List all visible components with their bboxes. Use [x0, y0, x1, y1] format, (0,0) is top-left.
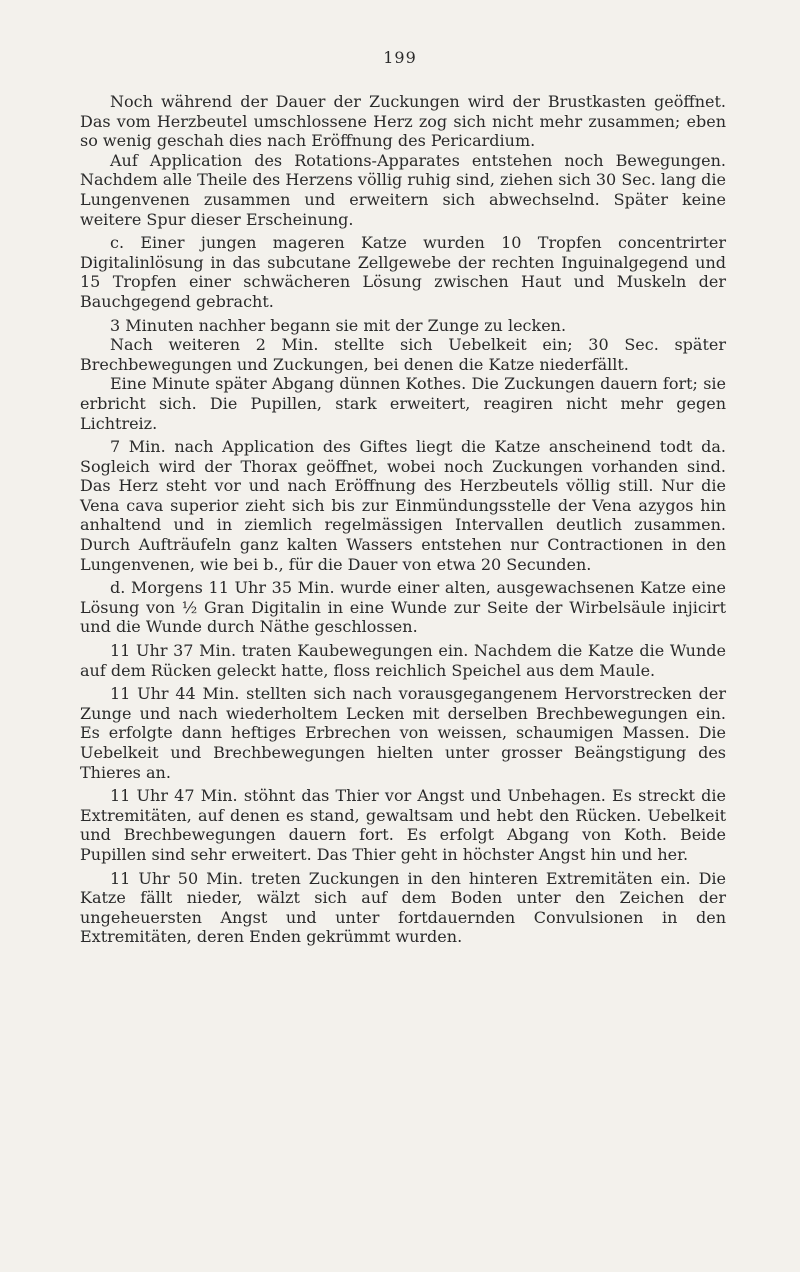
paragraph: Noch während der Dauer der Zuckungen wird der Brustkasten geöffnet. Das vom Herzbeutel umschlossene Herz zog sich nicht mehr zusammen; eben so wenig geschah dies nach Eröffnung des Pericardium.	[80, 92, 726, 151]
body-text	[80, 92, 726, 947]
paragraph: 11 Uhr 44 Min. stellten sich nach vorausgegangenem Hervorstrecken der Zunge und nach wiederholtem Lecken mit derselben Brechbewegungen ein. Es erfolgte dann heftiges Erbrechen von weissen, schaumigen Massen. Die Uebelkeit und Brechbewegungen hielten unter grosser Beängstigung des Thieres an.	[80, 684, 726, 782]
paragraph: 3 Minuten nachher begann sie mit der Zunge zu lecken.	[110, 315, 567, 335]
paragraph: Nach weiteren 2 Min. stellte sich Uebelkeit ein; 30 Sec. später Brechbewegungen und Zuckungen, bei denen die Katze niederfällt.	[80, 335, 726, 374]
paragraph: 11 Uhr 47 Min. stöhnt das Thier vor Angst und Unbehagen. Es streckt die Extremitäten, auf denen es stand, gewaltsam und hebt den Rücken. Uebelkeit und Brechbewegungen dauern fort. Es erfolgt Abgang von Koth. Beide Pupillen sind sehr erweitert. Das Thier geht in höchster Angst hin und her.	[80, 786, 726, 864]
paragraph: 11 Uhr 37 Min. traten Kaubewegungen ein. Nachdem die Katze die Wunde auf dem Rücken geleckt hatte, floss reichlich Speichel aus dem Maule.	[80, 641, 726, 680]
paragraph: Eine Minute später Abgang dünnen Kothes. Die Zuckungen dauern fort; sie erbricht sich. Die Pupillen, stark erweitert, reagiren nicht mehr gegen Lichtreiz.	[80, 374, 726, 433]
paragraph: 7 Min. nach Application des Giftes liegt die Katze anscheinend todt da. Sogleich wird der Thorax geöffnet, wobei noch Zuckungen vorhanden sind. Das Herz steht vor und nach Eröffnung des Herzbeutels völlig still. Nur die Vena cava superior zieht sich bis zur Einmündungsstelle der Vena azygos hin anhaltend und in ziemlich regelmässigen Intervallen deutlich zusammen. Durch Aufträufeln ganz kalten Wassers entstehen nur Contractionen in den Lungenvenen, wie bei b., für die Dauer von etwa 20 Secunden.	[80, 437, 726, 574]
page-number: 199	[383, 48, 417, 67]
paragraph: Auf Application des Rotations-Apparates entstehen noch Bewegungen. Nachdem alle Theile des Herzens völlig ruhig sind, ziehen sich 30 Sec. lang die Lungenvenen zusammen und erweitern sich abwechselnd. Später keine weitere Spur dieser Erscheinung.	[80, 150, 726, 229]
paragraph: 11 Uhr 50 Min. treten Zuckungen in den hinteren Extremitäten ein. Die Katze fällt nieder, wälzt sich auf dem Boden unter den Zeichen der ungeheuersten Angst und unter fortdauernden Convulsionen in den Extremitäten, deren Enden gekrümmt wurden.	[80, 868, 726, 947]
paragraph: d. Morgens 11 Uhr 35 Min. wurde einer alten, ausgewachsenen Katze eine Lösung von ½ Gran Digitalin in eine Wunde zur Seite der Wirbelsäule injicirt und die Wunde durch Näthe geschlossen.	[80, 578, 726, 637]
paragraph: c. Einer jungen mageren Katze wurden 10 Tropfen concentrirter Digitalinlösung in das subcutane Zellgewebe der rechten Inguinalgegend und 15 Tropfen einer schwächeren Lösung zwischen Haut und Muskeln der Bauchgegend gebracht.	[80, 233, 726, 311]
